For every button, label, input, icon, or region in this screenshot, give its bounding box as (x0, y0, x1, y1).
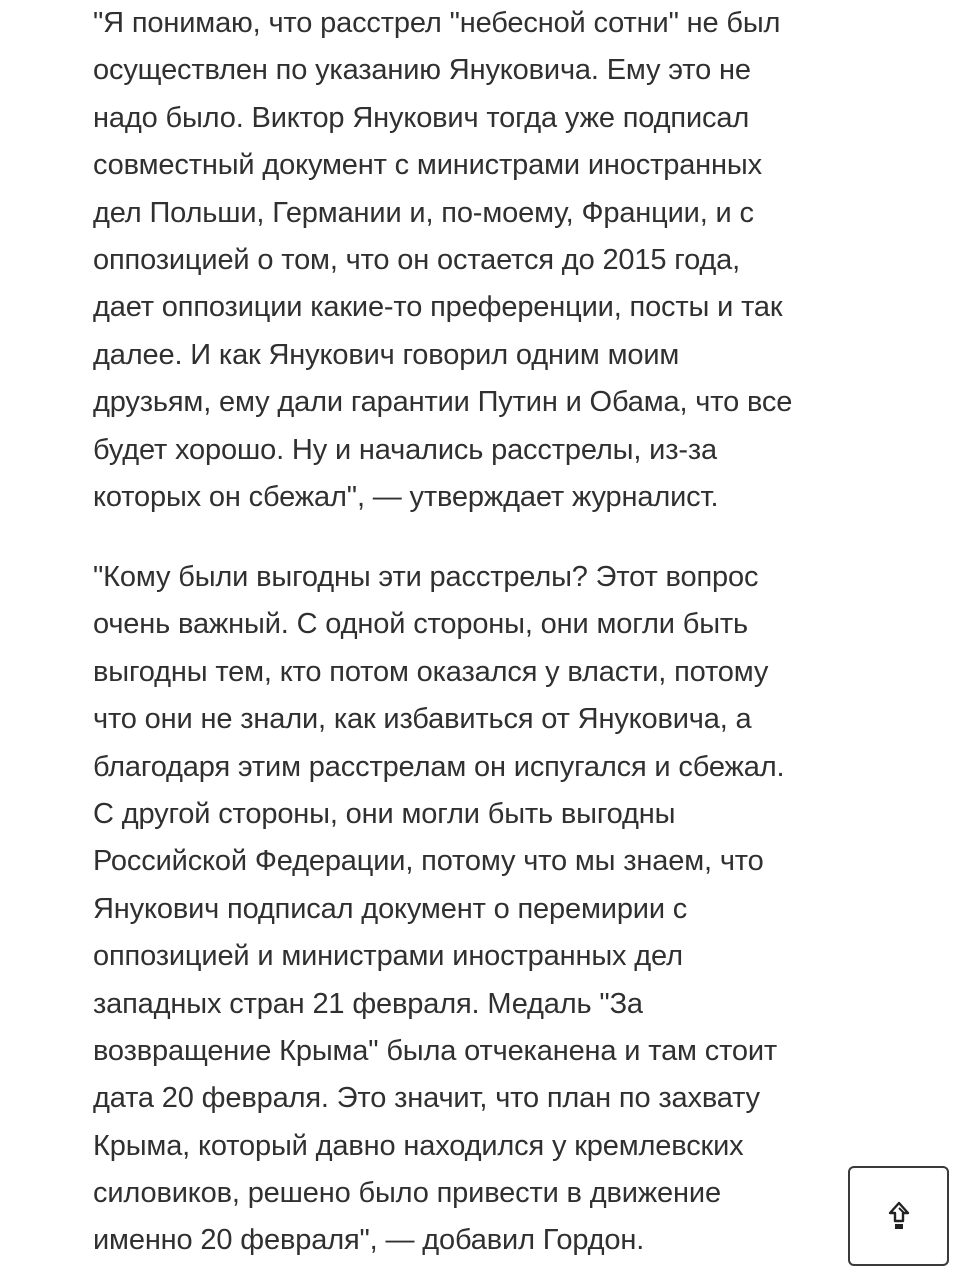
paragraph-line: "Кому были выгодны эти расстрелы? Этот вопрос (93, 561, 759, 593)
paragraph-line: выгодны тем, кто потом оказался у власти, потому (93, 655, 769, 688)
paragraph-line: Янукович подписал документ о перемирии с (93, 892, 688, 925)
paragraph-line: друзьям, ему дали гарантии Путин и Обама, что все (93, 386, 793, 419)
paragraph-line: дает оппозиции какие-то преференции, посты и так (93, 291, 783, 324)
paragraph-line: благодаря этим расстрелам он испугался и сбежал. (93, 750, 785, 783)
paragraph-line: далее. И как Янукович говорил одним моим (93, 338, 680, 371)
paragraph-line: С другой стороны, они могли быть выгодны (93, 797, 676, 830)
article-paragraph-1 (93, 0, 792, 521)
paragraph-line: именно 20 февраля", — добавил Гордон. (93, 1224, 645, 1257)
paragraph-line: которых он сбежал", — утверждает журналист. (93, 480, 719, 513)
scroll-to-top-button[interactable] (848, 1166, 949, 1266)
paragraph-line: дел Польши, Германии и, по-моему, Франции, и с (93, 196, 754, 229)
paragraph-line: дата 20 февраля. Это значит, что план по захвату (93, 1082, 760, 1115)
paragraph-line: осуществлен по указанию Януковича. Ему это не (93, 54, 751, 87)
paragraph-line: Российской Федерации, потому что мы знаем, что (93, 845, 764, 878)
article-paragraph-2 (93, 554, 784, 1265)
paragraph-line: возвращение Крыма" была отчеканена и там стоит (93, 1034, 778, 1067)
arrow-up-icon (888, 1201, 910, 1231)
paragraph-line: западных стран 21 февраля. Медаль "За (93, 987, 643, 1020)
paragraph-line: оппозицией о том, что он остается до 2015 года, (93, 243, 741, 276)
paragraph-line: очень важный. С одной стороны, они могли быть (93, 608, 748, 641)
paragraph-line: Крыма, который давно находился у кремлевских (93, 1129, 744, 1162)
paragraph-line: совместный документ с министрами иностранных (93, 149, 762, 182)
paragraph-line: оппозицией и министрами иностранных дел (93, 940, 683, 973)
paragraph-line: будет хорошо. Ну и начались расстрелы, из-за (93, 433, 717, 466)
paragraph-line: "Я понимаю, что расстрел "небесной сотни" не был (93, 7, 781, 39)
paragraph-line: что они не знали, как избавиться от Януковича, а (93, 703, 752, 736)
paragraph-line: силовиков, решено было привести в движение (93, 1177, 721, 1210)
paragraph-line: надо было. Виктор Янукович тогда уже подписал (93, 101, 750, 134)
